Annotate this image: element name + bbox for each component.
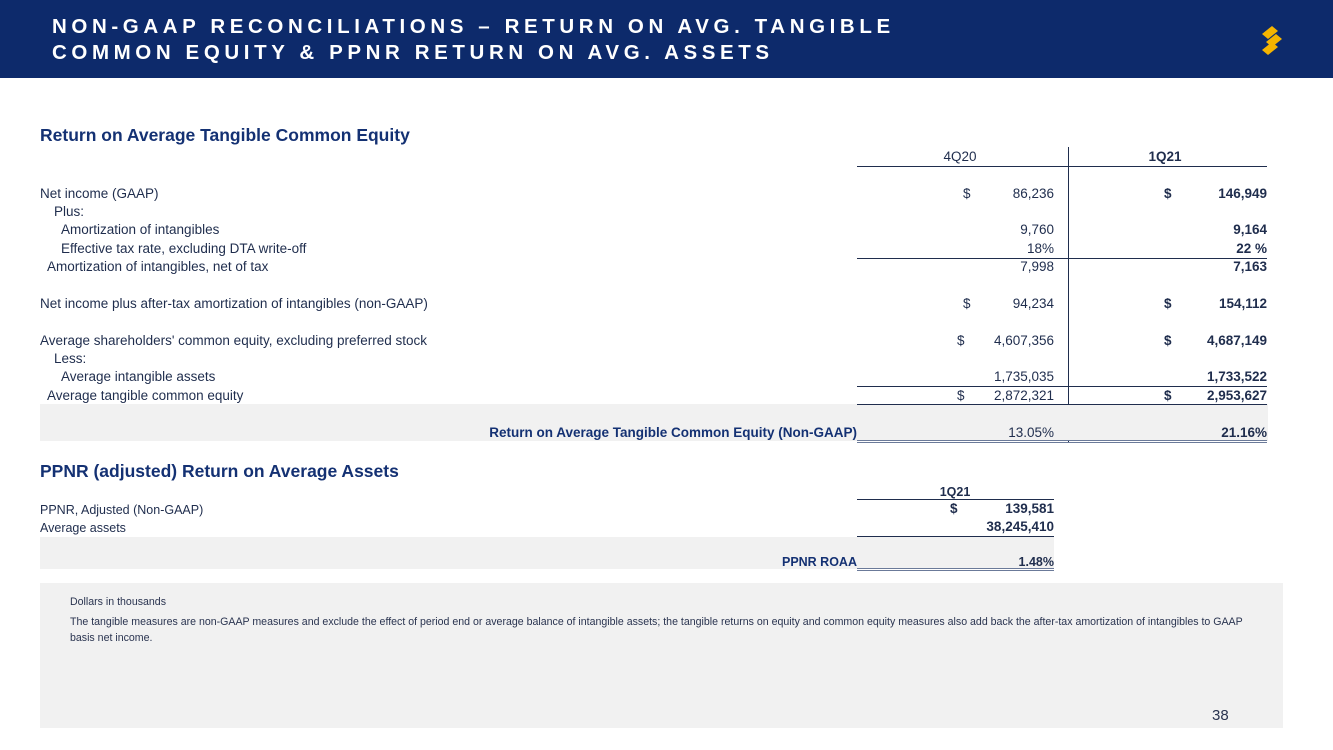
footnote-units: Dollars in thousands bbox=[70, 596, 166, 608]
value-1q21: 2,953,627 bbox=[1206, 388, 1267, 403]
rotce-section-title: Return on Average Tangible Common Equity bbox=[40, 125, 410, 145]
value-4q20: 13.05% bbox=[1008, 425, 1054, 440]
row-label-avg-assets: Average assets bbox=[40, 521, 126, 535]
row-label-amortization: Amortization of intangibles bbox=[61, 222, 220, 237]
value-4q20: 4,607,356 bbox=[993, 333, 1054, 348]
page-number: 38 bbox=[1212, 707, 1229, 724]
dollar-sign: $ bbox=[963, 186, 971, 201]
row-label-less: Less: bbox=[54, 351, 87, 366]
dollar-sign: $ bbox=[950, 501, 958, 516]
value-4q20: 2,872,321 bbox=[993, 388, 1054, 403]
dollar-sign: $ bbox=[1164, 186, 1172, 201]
value-1q21: 7,163 bbox=[1233, 259, 1267, 274]
dollar-sign: $ bbox=[963, 296, 971, 311]
col-header-4q20: 4Q20 bbox=[943, 149, 977, 164]
footnote-definition: The tangible measures are non-GAAP measures and exclude the effect of period end or average balance of intangible assets; the tangible returns on equity and common equity measures also add back the after-tax amortization of intangibles to GAAP basis net income. bbox=[70, 616, 1243, 644]
value-1q21: 21.16% bbox=[1221, 425, 1267, 440]
row-label-rotce: Return on Average Tangible Common Equity (Non-GAAP) bbox=[489, 425, 857, 440]
row-label-net-income-plus: Net income plus after-tax amortization of intangibles (non-GAAP) bbox=[40, 296, 428, 311]
value-ppnr-roaa: 1.48% bbox=[1018, 555, 1054, 569]
footnote-box bbox=[40, 583, 1283, 728]
header-bar bbox=[0, 0, 1333, 78]
double-underline bbox=[857, 568, 1054, 571]
page-title-line-2: COMMON EQUITY & PPNR RETURN ON AVG. ASSETS bbox=[52, 41, 774, 64]
row-label-avg-equity: Average shareholders' common equity, excluding preferred stock bbox=[40, 333, 428, 348]
value-4q20: 86,236 bbox=[1012, 186, 1054, 201]
value-1q21: 9,164 bbox=[1233, 222, 1267, 237]
row-label-amortization-net: Amortization of intangibles, net of tax bbox=[47, 259, 269, 274]
value-4q20: 7,998 bbox=[1020, 259, 1054, 274]
row-label-avg-tce: Average tangible common equity bbox=[47, 388, 244, 403]
dollar-sign: $ bbox=[1164, 333, 1172, 348]
value-1q21: 1,733,522 bbox=[1206, 369, 1267, 384]
total-rule bbox=[857, 404, 1267, 405]
value-1q21: 154,112 bbox=[1218, 296, 1267, 311]
row-label-avg-intangible: Average intangible assets bbox=[61, 369, 216, 384]
dollar-sign: $ bbox=[1164, 296, 1172, 311]
value-1q21: 22 % bbox=[1236, 241, 1267, 256]
value-ppnr: 139,581 bbox=[1005, 501, 1054, 516]
col-header-1q21: 1Q21 bbox=[939, 485, 971, 499]
s-logo-icon bbox=[1258, 24, 1286, 60]
value-4q20: 9,760 bbox=[1020, 222, 1054, 237]
header-underline bbox=[857, 166, 1267, 167]
page-title bbox=[52, 14, 895, 66]
result-band bbox=[40, 537, 1054, 569]
value-1q21: 4,687,149 bbox=[1206, 333, 1267, 348]
row-label-ppnr: PPNR, Adjusted (Non-GAAP) bbox=[40, 503, 204, 517]
col-header-1q21: 1Q21 bbox=[1148, 149, 1182, 164]
row-label-plus: Plus: bbox=[54, 204, 85, 219]
column-divider bbox=[1068, 147, 1069, 442]
dollar-sign: $ bbox=[957, 388, 965, 403]
ppnr-section-title: PPNR (adjusted) Return on Average Assets bbox=[40, 461, 399, 481]
row-label-net-income: Net income (GAAP) bbox=[40, 186, 159, 201]
dollar-sign: $ bbox=[1164, 388, 1172, 403]
value-4q20: 94,234 bbox=[1012, 296, 1054, 311]
double-underline bbox=[857, 440, 1267, 443]
value-avg-assets: 38,245,410 bbox=[986, 519, 1054, 534]
value-4q20: 1,735,035 bbox=[993, 369, 1054, 384]
value-4q20: 18% bbox=[1026, 241, 1054, 256]
row-label-tax-rate: Effective tax rate, excluding DTA write-off bbox=[61, 241, 307, 256]
page-title-line-1: NON-GAAP RECONCILIATIONS – RETURN ON AVG. TANGIBLE bbox=[52, 15, 895, 38]
dollar-sign: $ bbox=[957, 333, 965, 348]
row-label-ppnr-roaa: PPNR ROAA bbox=[781, 555, 857, 569]
value-1q21: 146,949 bbox=[1218, 186, 1267, 201]
